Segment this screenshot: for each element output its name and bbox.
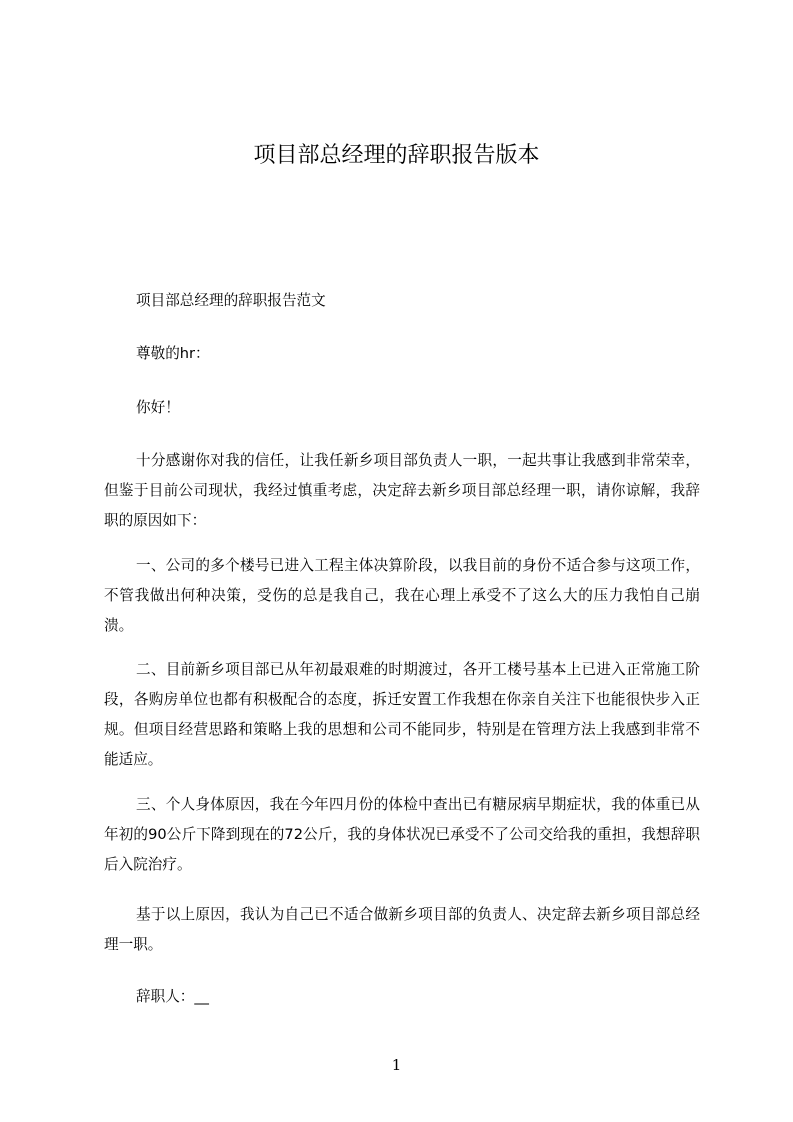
paragraph-salutation: 尊敬的hr： (136, 345, 210, 362)
paragraph-reason-2: 二、目前新乡项目部已从年初最艰难的时期渡过，各开工楼号基本上已进入正常施工阶段，各购房单位也都有积极配合的态度，拆迁安置工作我想在你亲自关注下也能很快步入正规。但项目经营思路和策略上我的思想和公司不能同步，特别是在管理方法上我感到非常不能适应。 (104, 661, 700, 768)
paragraph-signature: 辞职人：__ (136, 988, 209, 1005)
document-title: 项目部总经理的辞职报告版本 (253, 143, 540, 168)
paragraph-intro: 十分感谢你对我的信任，让我任新乡项目部负责人一职，一起共事让我感到非常荣幸，但鉴于目前公司现状，我经过慎重考虑，决定辞去新乡项目部总经理一职，请你谅解，我辞职的原因如下： (104, 452, 700, 529)
page-number: 1 (391, 1056, 402, 1074)
paragraph-subtitle: 项目部总经理的辞职报告范文 (136, 292, 326, 309)
paragraph-reason-3: 三、个人身体原因，我在今年四月份的体检中查出已有糖尿病早期症状，我的体重已从年初的90公斤下降到现在的72公斤，我的身体状况已承受不了公司交给我的重担，我想辞职后入院治疗。 (104, 796, 700, 873)
paragraph-reason-1: 一、公司的多个楼号已进入工程主体决算阶段，以我目前的身份不适合参与这项工作，不管我做出何种决策，受伤的总是我自己，我在心理上承受不了这么大的压力我怕自己崩溃。 (104, 557, 700, 634)
paragraph-conclusion: 基于以上原因，我认为自己已不适合做新乡项目部的负责人、决定辞去新乡项目部总经理一职。 (104, 906, 700, 953)
paragraph-greeting: 你好！ (136, 399, 180, 416)
